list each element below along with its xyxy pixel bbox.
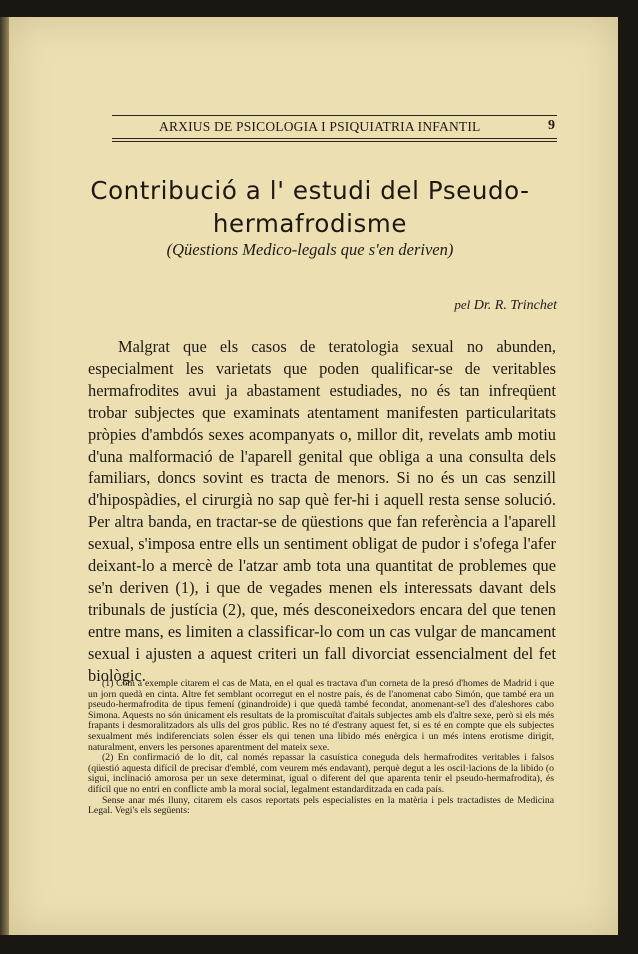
header-rule-bottom-double [112, 141, 557, 142]
author-prefix: pel [454, 297, 471, 312]
article-title-line2: hermafrodisme [212, 209, 408, 238]
article-subtitle: (Qüestions Medico-legals que s'en deriven) [166, 240, 454, 259]
footnote-2: (2) En confirmació de lo dit, cal només repassar la casuística coneguda dels hermafrodites veritables i falsos (qüestió aquesta difícil de precisar d'emblé, com veurem més endavant), perquè degut a les oscil·lacions de la libido (o sigui, inclinació amorosa per un sexe determinat, igual o diferent del que aparenta tenir el pseudo-hermafrodita), és difícil que no entri en conflicte amb la moral social, legalment estandarditzada en cada país. [88, 752, 554, 795]
article-title-line1: Contribució a l' estudi del Pseudo- [90, 176, 530, 205]
header-rule-bottom [112, 138, 557, 139]
article-title [90, 174, 530, 240]
footnote-1: (1) Com a exemple citarem el cas de Mata, en el qual es tractava d'un corneta de la presó d'homes de Madrid i que un jorn quedà en cinta. Altre fet semblant ocorregut en el nostre país, és de l'anomenat cabo Simón, que també era un pseudo-hermafrodita de tipus femení (ginandroide) i que quedà també fecondat, anomenant-se'l des d'aleshores cabo Simona. Aquests no són únicament els resultats de la promiscuïtat d'aitals subjectes amb els d'altre sexe, però si els més frapants i desmoralitzadors als ulls del gros públic. Res no té d'estrany aquest fet, si es té en compte que els subjectes sexualment més indiferenciats solen ésser els qui tenen una libido més enèrgica i un més intens erotisme dirigit, naturalment, envers les persones aparentment del mateix sexe. [88, 678, 554, 753]
journal-title: ARXIUS DE PSICOLOGIA I PSIQUIATRIA INFANTIL [159, 119, 481, 134]
running-header [112, 113, 557, 141]
footnotes [88, 679, 554, 817]
body-paragraph: Malgrat que els casos de teratologia sexual no abunden, especialment les varietats que poden qualificar-se de veritables hermafrodites avui ja abastament estudiades, no és tan infreqüent trobar subjectes que examinats atentament manifesten particularitats pròpies d'ambdós sexes acompanyats o, millor dit, revelats amb motiu d'una malformació de l'aparell genital que obliga a una consulta dels familiars, doncs sovint es tracta de menors. Si no és un cas senzill d'hipospàdies, el cirurgià no sap què fer-hi i aquell resta sense solució. Per altra banda, en tractar-se de qüestions que fan referència a l'aparell sexual, s'imposa entre ells un sentiment obligat de pudor i s'ofega l'afer deixant-lo a mercè de l'atzar amb tota una quantitat de problemes que se'n deriven (1), i que de vegades menen els interessats davant dels tribunals de justícia (2), que, més desconeixedors encara del que tenen entre mans, es limiten a classificar-lo com un cas vulgar de mancament sexual i ajusten a aquest criteri un fall divorciat essencialment del fet biològic. [88, 337, 556, 685]
footnote-2-continuation: Sense anar més lluny, citarem els casos reportats pels especialistes en la matèria i pels tractadistes de Medicina Legal. Vegi's els següents: [88, 794, 554, 817]
author-byline [454, 297, 557, 314]
header-rule-top [112, 115, 557, 116]
page-number: 9 [548, 118, 555, 133]
author-name: Dr. R. Trinchet [473, 298, 557, 313]
